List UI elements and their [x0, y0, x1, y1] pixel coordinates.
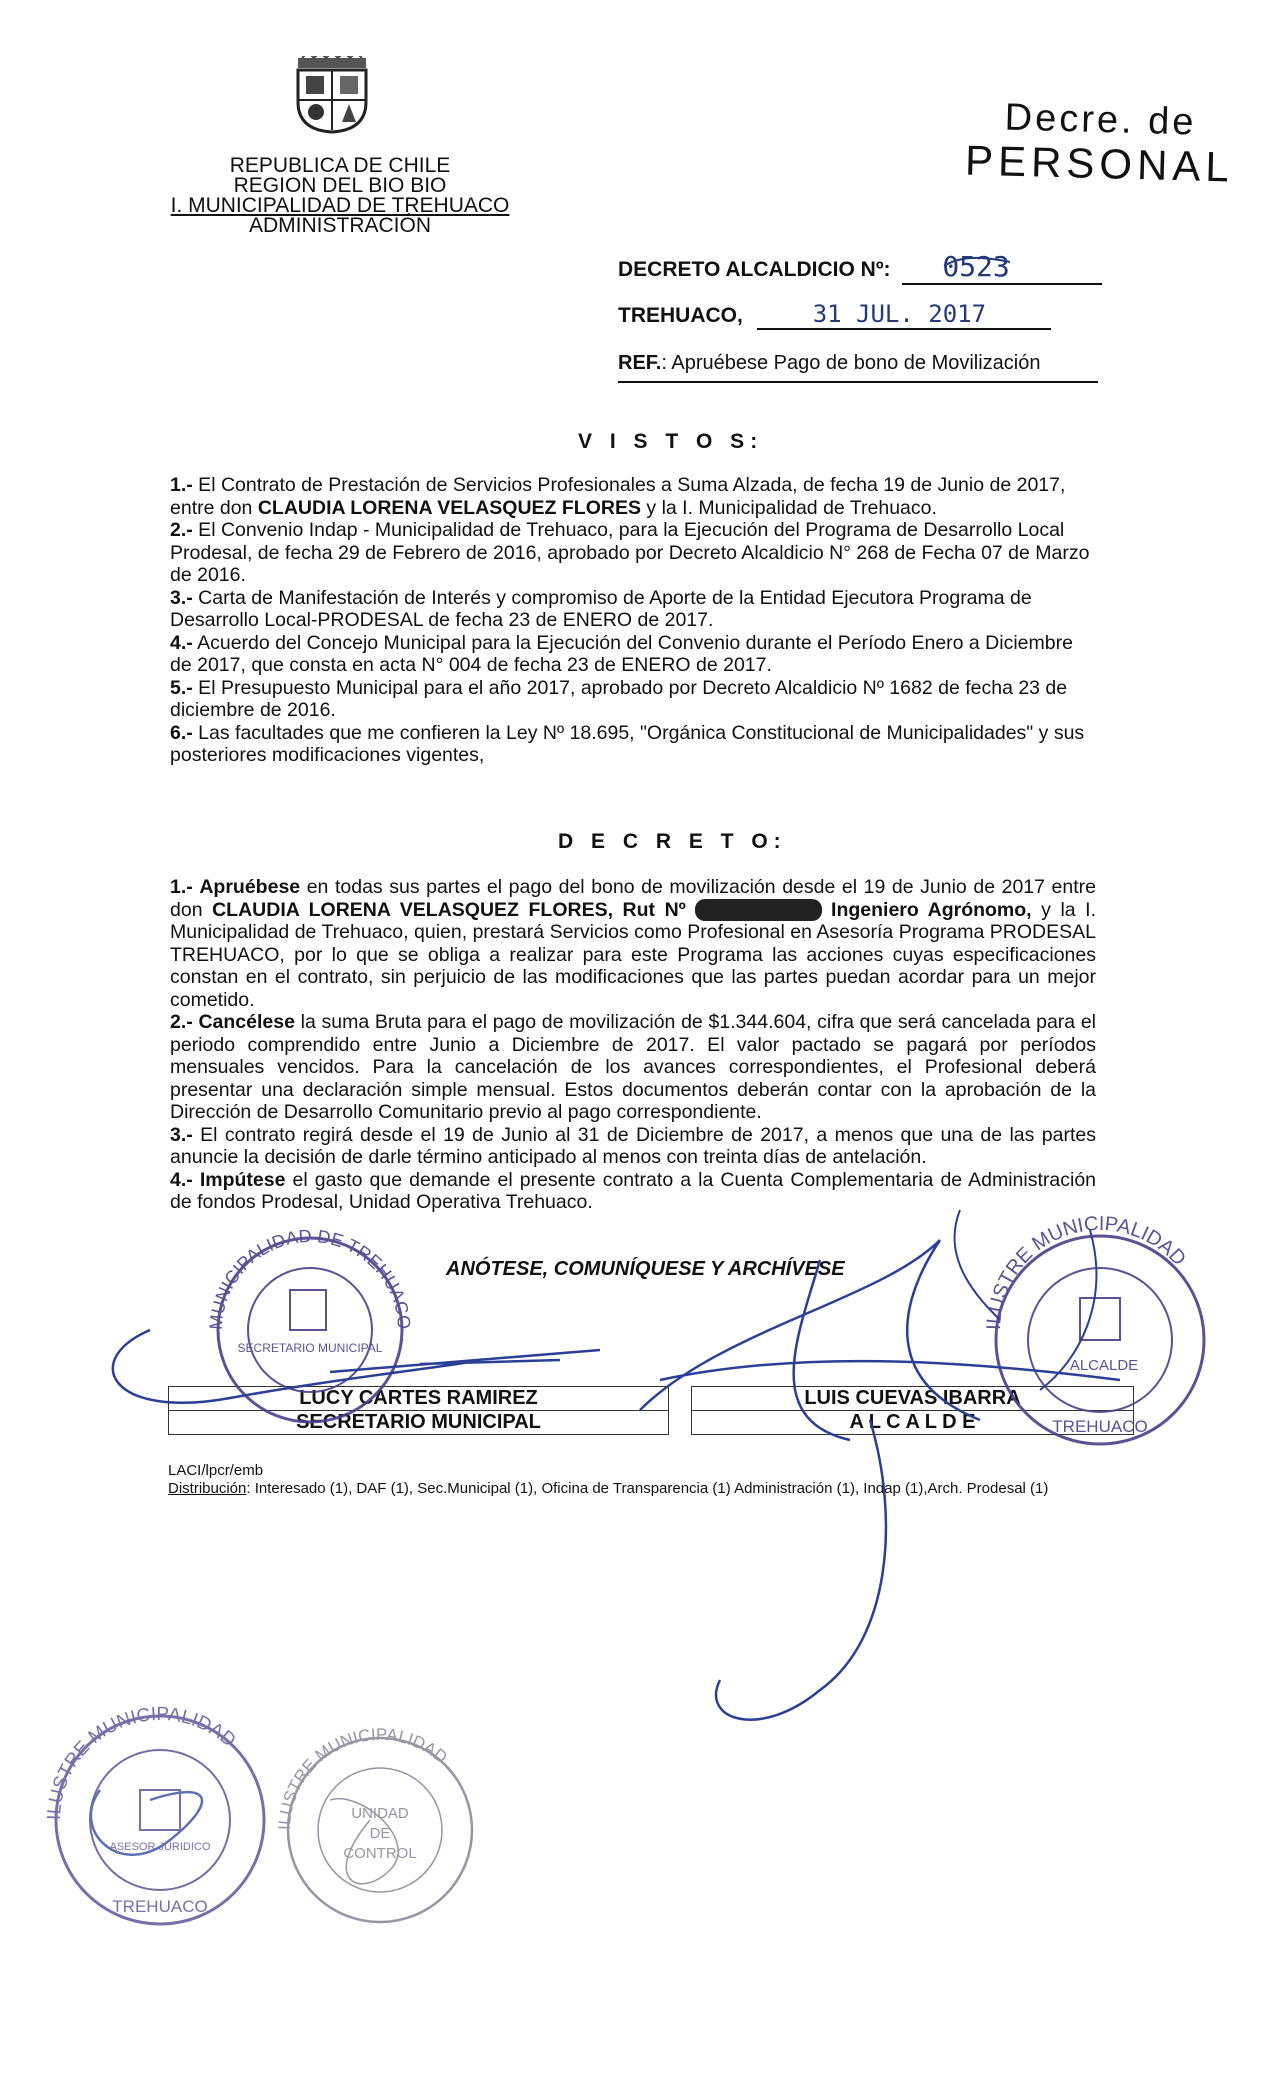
- decreto-list: [170, 876, 1096, 1214]
- decreto-num: 2.-: [170, 1011, 193, 1033]
- control-stamp-line-3: CONTROL: [343, 1845, 417, 1862]
- alcalde-signature-flourish: [955, 1210, 1097, 1390]
- juridico-stamp-bottom-text: TREHUACO: [112, 1897, 208, 1916]
- decreto-title: D E C R E T O:: [558, 830, 787, 853]
- decre-personal-stamp: [959, 94, 1241, 189]
- ref-text: : Apruébese Pago de bono de Movilización: [661, 352, 1041, 374]
- reference-line: [618, 352, 1098, 383]
- distribution-text: : Interesado (1), DAF (1), Sec.Municipal (1), Oficina de Transparencia (1) Administración (1), Indap (1),Arch. Prodesal (1): [246, 1480, 1049, 1497]
- decreto-verb: Apruébese: [199, 876, 301, 898]
- visto-text: Acuerdo del Concejo Municipal para la Ejecución del Convenio durante el Período Enero a Diciembre de 2017, que consta en acta N° 004 de fecha 23 de ENERO de 2017.: [170, 631, 1073, 676]
- beneficiary-name-rut: CLAUDIA LORENA VELASQUEZ FLORES, Rut Nº: [212, 898, 686, 921]
- decreto-num: 1.-: [170, 876, 193, 898]
- decree-date-row: [618, 300, 1051, 330]
- header-department: ADMINISTRACIÓN: [248, 214, 431, 237]
- juridico-stamp: [44, 1704, 264, 1924]
- signer-right-title: A L C A L D E: [691, 1411, 1133, 1435]
- visto-text: Carta de Manifestación de Interés y compromiso de Aporte de la Entidad Ejecutora Programa de Desarrollo Local-PRODESAL de fecha 23 de ENERO de 2017.: [170, 586, 1032, 631]
- institution-header: [150, 156, 530, 236]
- visto-num: 3.-: [170, 586, 193, 609]
- distribution-label: Distribución: [168, 1480, 247, 1497]
- control-stamp-line-2: DE: [369, 1825, 391, 1842]
- signature-table: [168, 1386, 1134, 1435]
- visto-num: 5.-: [170, 676, 193, 699]
- decree-number-handwritten: 0523: [902, 250, 1102, 285]
- signer-left-name: LUCY CARTES RAMIREZ: [169, 1387, 669, 1411]
- footer-initials: LACI/lpcr/emb: [168, 1462, 264, 1479]
- decreto-verb: Impútese: [199, 1168, 286, 1191]
- visto-item-3: [170, 587, 1096, 632]
- visto-num: 6.-: [170, 721, 193, 744]
- beneficiary-profession: Ingeniero Agrónomo,: [821, 898, 1032, 921]
- visto-item-4: [170, 632, 1096, 677]
- rut-redaction: 12.696.532-K: [695, 899, 821, 921]
- decreto-text: el gasto que demande el presente contrato a la Cuenta Complementaria de Administración de fondos Prodesal, Unidad Operativa Trehuaco.: [170, 1168, 1097, 1213]
- decreto-text: El contrato regirá desde el 19 de Junio al 31 de Diciembre de 2017, a menos que una de las partes anuncie la decisión de darle término anticipado al menos con treinta días de antelación.: [170, 1123, 1096, 1168]
- juridico-stamp-center-text: ASESOR JURIDICO: [109, 1841, 211, 1853]
- stamp-line-2: PERSONAL: [964, 136, 1235, 191]
- control-stamp-ring-text: ILUSTRE MUNICIPALIDAD: [274, 1724, 451, 1831]
- vistos-list: [170, 474, 1096, 767]
- closing-formula: ANÓTESE, COMUNÍQUESE Y ARCHÍVESE: [446, 1258, 845, 1280]
- decreto-item-3: [170, 1124, 1096, 1169]
- signer-left-title: SECRETARIO MUNICIPAL: [169, 1411, 669, 1435]
- visto-item-2: [170, 519, 1096, 587]
- visto-text: El Presupuesto Municipal para el año 2017, aprobado por Decreto Alcaldicio Nº 1682 de fecha 23 de diciembre de 2016.: [170, 676, 1068, 721]
- control-stamp-line-1: UNIDAD: [351, 1805, 409, 1822]
- alcalde-stamp-ring-text: ILUSTRE MUNICIPALIDAD: [982, 1212, 1191, 1331]
- document-footer: [168, 1462, 1068, 1498]
- ref-label: REF.: [618, 352, 662, 374]
- juridico-stamp-ring-text: ILUSTRE MUNICIPALIDAD: [43, 1703, 240, 1821]
- visto-text: El Convenio Indap - Municipalidad de Trehuaco, para la Ejecución del Programa de Desarrollo Local Prodesal, de fecha 29 de Febrero de 2016, aprobado por Decreto Alcaldicio N° 268 de Fecha 07 de Marzo de 2016.: [170, 519, 1090, 586]
- secretario-stamp-ring-text: MUNICIPALIDAD DE TREHUACO: [205, 1225, 415, 1331]
- alcalde-stamp-center-text: ALCALDE: [1069, 1357, 1139, 1374]
- visto-text: El Contrato de Prestación de Servicios Profesionales a Suma Alzada, de fecha 19 de Junio de 2017, entre don: [170, 474, 1066, 519]
- visto-bold-name: CLAUDIA LORENA VELASQUEZ FLORES: [257, 496, 641, 519]
- visto-num: 4.-: [170, 631, 193, 654]
- distribution-line: [168, 1480, 1068, 1498]
- header-region: REGION DEL BIO BIO: [233, 174, 447, 197]
- decreto-item-2: [170, 1011, 1096, 1124]
- visto-num: 2.-: [170, 519, 193, 541]
- visto-item-6: [170, 722, 1096, 767]
- header-country: REPUBLICA DE CHILE: [229, 154, 451, 177]
- decreto-text: en todas sus partes el pago del bono de movilización desde el 19 de Junio de 2017 entre don: [170, 876, 1097, 921]
- date-stamp-value: 31 JUL. 2017: [757, 300, 1051, 330]
- decreto-text: y la I. Municipalidad de Trehuaco, quien, prestará Servicios como Profesional en Asesoría Programa PRODESAL TREHUACO, por lo que se obliga a realizar para este Programa las acciones cuyas especificaciones constan en el contrato, sin perjuicio de las modificaciones que las partes puedan acordar para un mejor cometido.: [170, 898, 1096, 1011]
- control-stamp: [275, 1725, 472, 1922]
- signer-right-name: LUIS CUEVAS IBARRA: [691, 1387, 1133, 1411]
- decree-number-row: [618, 250, 1102, 285]
- visto-text: Las facultades que me confieren la Ley Nº 18.695, "Orgánica Constitucional de Municipalidades" y sus posteriores modificaciones vigentes,: [170, 721, 1085, 766]
- visto-text-end: y la I. Municipalidad de Trehuaco.: [640, 496, 937, 519]
- decreto-item-1: [170, 876, 1096, 1011]
- header-municipality: I. MUNICIPALIDAD DE TREHUACO: [170, 194, 510, 217]
- municipal-crest-logo: [292, 56, 372, 134]
- place-label: TREHUACO,: [618, 304, 743, 327]
- stamp-line-1: Decre. de: [1004, 96, 1197, 144]
- visto-num: 1.-: [170, 474, 193, 496]
- decree-number-label: DECRETO ALCALDICIO Nº:: [618, 258, 891, 281]
- decreto-text: la suma Bruta para el pago de movilización de $1.344.604, cifra que será cancelada para el periodo comprendido entre Junio a Diciembre de 2017. El valor pactado se pagará por períodos mensuales vencidos. Para la cancelación de los avances correspondientes, el Profesional deberá presentar una declaración simple mensual. Estos documentos deberán contar con la aprobación de la Dirección de Desarrollo Comunitario previo al pago correspondiente.: [170, 1011, 1096, 1123]
- decreto-num: 3.-: [170, 1123, 193, 1146]
- visto-item-1: [170, 474, 1096, 519]
- decreto-verb: Cancélese: [198, 1011, 295, 1033]
- alcalde-stamp-bottom-text: TREHUACO: [1052, 1417, 1148, 1436]
- decreto-item-4: [170, 1169, 1096, 1214]
- decreto-num: 4.-: [170, 1168, 193, 1191]
- visto-item-5: [170, 677, 1096, 722]
- secretario-stamp-center-text: SECRETARIO MUNICIPAL: [237, 1341, 383, 1355]
- vistos-title: V I S T O S:: [578, 430, 764, 453]
